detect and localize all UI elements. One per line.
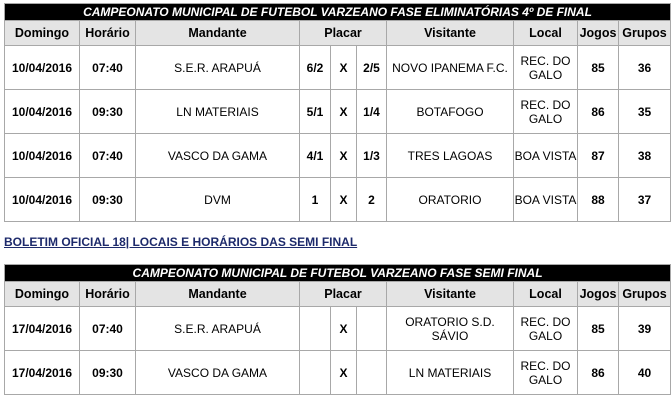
score-separator: X <box>331 307 357 351</box>
match-time: 07:40 <box>80 307 136 351</box>
home-score: 4/1 <box>300 134 331 178</box>
game-number: 86 <box>578 90 619 134</box>
group-number: 36 <box>619 46 671 90</box>
away-team: BOTAFOGO <box>387 90 514 134</box>
venue: REC. DO GALO <box>514 307 578 351</box>
match-time: 07:40 <box>80 134 136 178</box>
col-header-venue: Local <box>514 282 578 307</box>
venue: REC. DO GALO <box>514 351 578 395</box>
col-header-away: Visitante <box>387 282 514 307</box>
home-team: VASCO DA GAMA <box>136 134 300 178</box>
match-date: 17/04/2016 <box>5 307 80 351</box>
away-team: ORATORIO S.D. SÁVIO <box>387 307 514 351</box>
home-score: 6/2 <box>300 46 331 90</box>
match-date: 10/04/2016 <box>5 90 80 134</box>
group-number: 39 <box>619 307 671 351</box>
home-score <box>300 307 331 351</box>
home-score <box>300 351 331 395</box>
col-header-groups: Grupos <box>619 282 671 307</box>
away-team: ORATORIO <box>387 178 514 222</box>
col-header-home: Mandante <box>136 21 300 46</box>
game-number: 87 <box>578 134 619 178</box>
away-score: 2/5 <box>357 46 387 90</box>
game-number: 86 <box>578 351 619 395</box>
table-title: CAMPEONATO MUNICIPAL DE FUTEBOL VARZEANO FASE SEMI FINAL <box>5 265 671 282</box>
col-header-time: Horário <box>80 282 136 307</box>
table-row <box>5 307 671 351</box>
away-score: 2 <box>357 178 387 222</box>
table-row <box>5 134 671 178</box>
home-team: S.E.R. ARAPUÁ <box>136 307 300 351</box>
score-separator: X <box>331 351 357 395</box>
col-header-score: Placar <box>300 282 387 307</box>
home-score: 5/1 <box>300 90 331 134</box>
col-header-score: Placar <box>300 21 387 46</box>
score-separator: X <box>331 178 357 222</box>
match-time: 09:30 <box>80 351 136 395</box>
venue: REC. DO GALO <box>514 46 578 90</box>
venue: REC. DO GALO <box>514 90 578 134</box>
col-header-venue: Local <box>514 21 578 46</box>
table-row <box>5 46 671 90</box>
match-time: 09:30 <box>80 178 136 222</box>
game-number: 88 <box>578 178 619 222</box>
away-team: NOVO IPANEMA F.C. <box>387 46 514 90</box>
home-score: 1 <box>300 178 331 222</box>
group-number: 38 <box>619 134 671 178</box>
col-header-groups: Grupos <box>619 21 671 46</box>
home-team: LN MATERIAIS <box>136 90 300 134</box>
match-time: 07:40 <box>80 46 136 90</box>
col-header-games: Jogos <box>578 282 619 307</box>
game-number: 85 <box>578 46 619 90</box>
away-score <box>357 307 387 351</box>
score-separator: X <box>331 134 357 178</box>
col-header-away: Visitante <box>387 21 514 46</box>
away-team: TRES LAGOAS <box>387 134 514 178</box>
away-score <box>357 351 387 395</box>
away-score: 1/4 <box>357 90 387 134</box>
game-number: 85 <box>578 307 619 351</box>
away-score: 1/3 <box>357 134 387 178</box>
away-team: LN MATERIAIS <box>387 351 514 395</box>
section-heading: BOLETIM OFICIAL 18| LOCAIS E HORÁRIOS DAS SEMI FINAL <box>4 235 358 249</box>
col-header-date: Domingo <box>5 21 80 46</box>
venue: BOA VISTA <box>514 178 578 222</box>
col-header-date: Domingo <box>5 282 80 307</box>
venue: BOA VISTA <box>514 134 578 178</box>
group-number: 40 <box>619 351 671 395</box>
match-date: 10/04/2016 <box>5 178 80 222</box>
home-team: S.E.R. ARAPUÁ <box>136 46 300 90</box>
table-row <box>5 90 671 134</box>
score-separator: X <box>331 46 357 90</box>
table-row <box>5 351 671 395</box>
semifinal-table <box>4 264 671 395</box>
match-date: 17/04/2016 <box>5 351 80 395</box>
col-header-time: Horário <box>80 21 136 46</box>
header-row <box>5 21 671 46</box>
match-time: 09:30 <box>80 90 136 134</box>
match-date: 10/04/2016 <box>5 134 80 178</box>
header-row <box>5 282 671 307</box>
table-row <box>5 178 671 222</box>
group-number: 35 <box>619 90 671 134</box>
quarterfinal-table <box>4 3 671 222</box>
group-number: 37 <box>619 178 671 222</box>
score-separator: X <box>331 90 357 134</box>
col-header-home: Mandante <box>136 282 300 307</box>
match-date: 10/04/2016 <box>5 46 80 90</box>
table-title: CAMPEONATO MUNICIPAL DE FUTEBOL VARZEANO FASE ELIMINATÓRIAS 4º DE FINAL <box>5 4 671 21</box>
col-header-games: Jogos <box>578 21 619 46</box>
home-team: VASCO DA GAMA <box>136 351 300 395</box>
home-team: DVM <box>136 178 300 222</box>
